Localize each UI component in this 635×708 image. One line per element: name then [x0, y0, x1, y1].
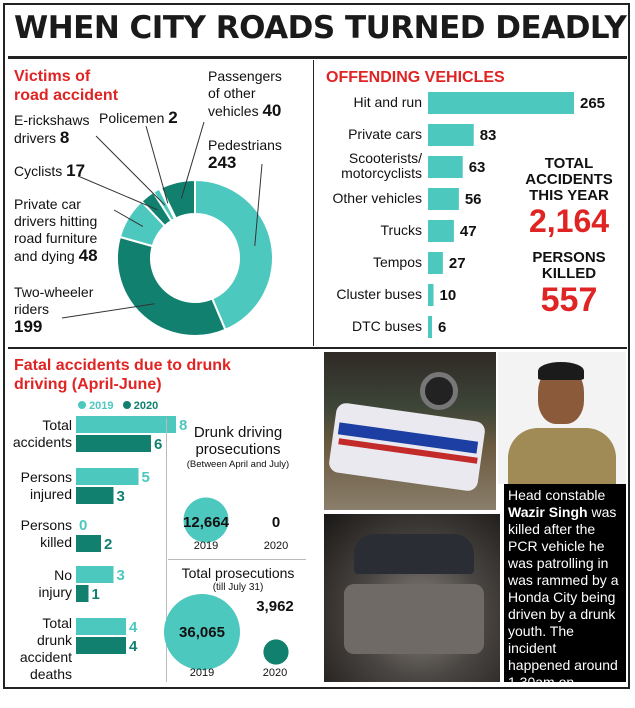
- drunk-bar-2019-1: [76, 468, 139, 485]
- total-prosec-year-2020: 2020: [262, 667, 288, 679]
- offending-label-1: Private cars: [348, 126, 422, 142]
- persons-killed-line1: PERSONS: [532, 249, 606, 266]
- offending-label-6: Cluster buses: [336, 286, 422, 302]
- drunk-bar-2020-2: [76, 535, 101, 552]
- prosec-year-2019: 2019: [193, 540, 219, 552]
- drunk-bar-2019-4: [76, 618, 126, 635]
- offending-value-1: 83: [479, 127, 497, 144]
- drunk-value-2019-4: 4: [129, 619, 138, 636]
- drunk-bar-2020-3: [76, 585, 89, 602]
- drunk-label-3-0: No: [54, 567, 72, 583]
- offending-label-0: Hit and run: [353, 94, 422, 110]
- label-erickshaws-line1: E-rickshaws: [14, 112, 90, 128]
- total-prosecutions-title: Total prosecutions: [181, 565, 295, 581]
- total-prosecutions-subtitle: (till July 31): [212, 582, 264, 593]
- offending-bar-3: [428, 188, 459, 210]
- label-passengers-line2: of other: [208, 85, 256, 101]
- pcr-wheel-icon: [420, 372, 458, 410]
- prosecutions-title-line1: Drunk driving: [193, 424, 283, 441]
- drunk-label-4-0: Total: [42, 615, 72, 631]
- caption-name: Wazir Singh: [508, 504, 588, 520]
- drunk-driving-chart: [6, 410, 188, 686]
- value-private-car: 48: [78, 246, 98, 265]
- offending-value-0: 265: [580, 95, 606, 112]
- offending-value-7: 6: [438, 319, 447, 336]
- total-prosec-2020-value: 3,962: [256, 598, 294, 615]
- offending-bar-5: [428, 252, 443, 274]
- total-prosec-year-2019: 2019: [189, 667, 215, 679]
- section-divider-vertical-top: [313, 60, 314, 346]
- drunk-label-0-0: Total: [42, 417, 72, 433]
- drunk-label-3-1: injury: [38, 584, 72, 600]
- offending-label-4: Trucks: [380, 222, 422, 238]
- drunk-value-2020-4: 4: [129, 638, 138, 655]
- drunk-label-2-0: Persons: [20, 517, 72, 533]
- damaged-honda-city-photo: [324, 514, 500, 682]
- drunk-value-2020-0: 6: [154, 436, 163, 453]
- total-accidents-line3: THIS YEAR: [529, 187, 609, 204]
- label-private-car-line4: and dying 48: [14, 246, 98, 265]
- prosec-year-2020: 2020: [263, 540, 289, 552]
- title-divider: [8, 56, 627, 59]
- offending-label-2-1: motorcyclists: [341, 165, 422, 181]
- total-prosec-2019-value: 36,065: [179, 624, 225, 641]
- legend-2020-swatch: [123, 401, 131, 409]
- drunk-label-4-1: drunk: [36, 632, 72, 648]
- car-wreck-front: [344, 584, 484, 654]
- leader-line-erickshaws: [96, 136, 165, 205]
- offending-bar-7: [428, 316, 432, 338]
- label-passengers: [208, 68, 282, 120]
- offending-bar-2: [428, 156, 463, 178]
- label-two-wheeler-line2: riders: [14, 301, 50, 317]
- legend-2020-label: 2020: [133, 400, 159, 412]
- drunk-value-2020-2: 2: [104, 536, 113, 553]
- portrait-uniform: [508, 428, 616, 488]
- offending-label-7: DTC buses: [351, 318, 422, 334]
- value-erickshaws: 8: [59, 128, 70, 147]
- drunk-label-1-1: injured: [29, 486, 72, 502]
- drunk-bar-2020-4: [76, 637, 126, 654]
- label-pedestrians: [208, 136, 282, 172]
- label-private-car-line3: road furniture: [14, 230, 98, 246]
- prosecutions-subtitle: (Between April and July): [186, 459, 290, 470]
- label-private-car-line2: drivers hitting: [14, 213, 98, 229]
- label-erickshaws-line2: drivers 8: [14, 128, 70, 147]
- value-cyclists: 17: [66, 161, 86, 180]
- offending-value-2: 63: [468, 159, 486, 176]
- label-private-car-drivers: [14, 196, 98, 265]
- label-policemen: Policemen 2: [99, 108, 178, 127]
- legend-2019-swatch: [78, 401, 86, 409]
- drunk-heading-line1: Fatal accidents due to drunk: [14, 357, 231, 374]
- prosec-val-2020: 0: [271, 514, 281, 531]
- label-pedestrians-line1: Pedestrians: [208, 137, 282, 153]
- total-accidents-value: 2,164: [528, 203, 610, 239]
- drunk-bar-2019-3: [76, 566, 114, 583]
- offending-value-4: 47: [459, 223, 477, 240]
- legend-2019-label: 2019: [89, 400, 114, 412]
- victims-heading-line2: road accident: [14, 87, 119, 104]
- drunk-value-2019-2: 0: [79, 517, 88, 534]
- wazir-singh-portrait: [498, 352, 626, 484]
- offending-label-3: Other vehicles: [332, 190, 422, 206]
- car-windshield: [354, 534, 474, 574]
- prosecutions-bubbles: [166, 432, 316, 682]
- drunk-value-2019-3: 3: [116, 567, 125, 584]
- offending-heading: OFFENDING VEHICLES: [326, 69, 505, 86]
- drunk-value-2020-1: 3: [116, 488, 125, 505]
- label-two-wheeler: [14, 284, 93, 336]
- offending-value-5: 27: [448, 255, 466, 272]
- total-accidents-line2: ACCIDENTS: [525, 171, 613, 188]
- drunk-label-2-1: killed: [40, 534, 72, 550]
- value-policemen: 2: [168, 108, 178, 127]
- label-two-wheeler-line1: Two-wheeler: [14, 284, 94, 300]
- persons-killed-value: 557: [540, 281, 598, 319]
- drunk-bar-2020-0: [76, 435, 151, 452]
- label-private-car-line1: Private car: [14, 196, 81, 212]
- drunk-value-2020-3: 1: [91, 586, 100, 603]
- label-cyclists-text: Cyclists: [14, 163, 63, 179]
- value-pedestrians: 243: [208, 153, 237, 172]
- offending-bar-0: [428, 92, 574, 114]
- label-passengers-line3: vehicles 40: [208, 101, 282, 120]
- drunk-value-2019-1: 5: [141, 469, 150, 486]
- prosecutions-title-line2: prosecutions: [195, 441, 281, 458]
- totals-block: [516, 156, 622, 318]
- label-cyclists: [14, 163, 85, 179]
- offending-label-2-0: Scooterists/: [348, 150, 422, 166]
- donut-slice-two-wheeler: [117, 237, 225, 336]
- label-passengers-line1: Passengers: [208, 68, 282, 84]
- total-accidents-line1: TOTAL: [544, 155, 594, 172]
- prosec-val-2019: 12,664: [183, 514, 229, 531]
- victims-heading-line1: Victims of: [14, 68, 91, 85]
- page-title: WHEN CITY ROADS TURNED DEADLY: [14, 10, 627, 46]
- drunk-bar-2019-0: [76, 416, 176, 433]
- offending-bar-4: [428, 220, 454, 242]
- prosec-divider: [168, 559, 306, 560]
- caption-rest: was killed after the PCR vehicle he was patrolling in was rammed by a Honda City being driven by a drunk youth. The incident happened around 1.30am on Tuesday.: [508, 504, 619, 707]
- offending-label-5: Tempos: [372, 254, 422, 270]
- drunk-label-4-2: accident: [19, 649, 72, 665]
- crashed-pcr-vehicle-photo: [324, 352, 496, 510]
- value-passengers: 40: [262, 101, 282, 120]
- value-two-wheeler: 199: [14, 317, 43, 336]
- drunk-bar-2020-1: [76, 487, 114, 504]
- offending-value-6: 10: [439, 287, 457, 304]
- drunk-label-4-3: deaths: [29, 666, 72, 682]
- drunk-label-0-1: accidents: [12, 434, 72, 450]
- section-divider-horizontal: [8, 347, 627, 349]
- caption-line1: Head constable: [508, 487, 606, 503]
- offending-bar-1: [428, 124, 474, 146]
- label-erickshaws: [14, 112, 89, 147]
- photo-caption: [504, 484, 626, 707]
- bubble-total-2020: [263, 639, 288, 664]
- persons-killed-line2: KILLED: [541, 265, 597, 282]
- drunk-label-1-0: Persons: [20, 469, 72, 485]
- portrait-hair: [538, 362, 584, 380]
- drunk-value-2019-0: 8: [179, 417, 188, 434]
- offending-bar-6: [428, 284, 434, 306]
- drunk-heading: [14, 356, 231, 394]
- offending-value-3: 56: [464, 191, 482, 208]
- drunk-heading-line2: driving (April-June): [14, 376, 162, 393]
